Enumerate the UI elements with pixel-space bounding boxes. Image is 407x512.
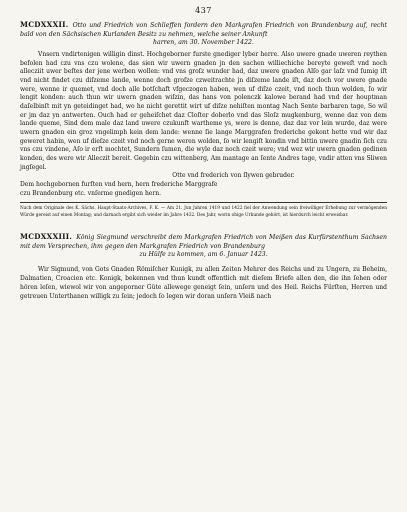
divider <box>20 202 387 203</box>
entry-heading <box>20 21 387 48</box>
entry-summary: König Siegmund verschreibt dem Markgrafen Friedrich von Meißen das Kurfürstenthum Sachsen mit dem Versprechen, ihm gegen den Markgrafen Friedrich von Brandenburg <box>20 234 387 250</box>
entry-number: MCDXXXII. <box>20 20 69 29</box>
entry-heading <box>20 233 387 260</box>
address <box>20 181 387 198</box>
charter-paragraph: Vnsern vndirtenigen willigin dinst. Hochgeborner furste gnediger lyber herre. Also uwere gnade uweren reythen befolen had czu vns czu wolene, das sien wir uwern gnaden jn den sachen williechiche bereyte geweſt vnd noch allecziit uwer beſtes der jene werben wollen: vnd vns groſz wunder had, daz uwere gnaden Alſo gar laſz vnd ſumig iſt vnd nicht findet czu diſzeme lande, wenne doch groſze czweitrachte jn diſzeme lande iſt, daz doch vor uwere gnade were, wenne ir quemet, vnd doch alle botſchaft vfgeczogen haben, wen uf diſze czeit, vnd noch thun wolden, ſo wir lengit konden: auch thun wir uwern gnaden wiſzin, das hans von polenczk kalowe berand had vnd der houptman daſelbinſt mit yn geteidinget had, wo he nicht gerettit wirt uf diſze nehiſten montag Nach Sente barbaren tage, So wil er jm daz yn antwerten. Ouch had er geheiſchet daz Cloſter doberlo vnd das Sloſz mugkenburg, wenne daz von dem lande queme, Sind dem male daz land uwere czukunft wartheme ys, were is denne, daz daz vor lein wurde, daz were uwern gnaden ein groz vngelimph kein dem lande: wenne ſie lange Marggrafen frederiche gekont hette vnd wir daz geweret habin, wen uf dieſze czeit vnd noch gerne weren wolden, ſo wir lengiſt kondin vnd bittin uwere gnadin ſich czu vns czu vindene, Aſo ir erſt mochtet, Sundern ſumen, die wyle daz noch czeit were; vnd wez wir uwern gnaden gedinen konden, des were wir Alleczit bereit. Gegebin czu wittenberg, Am mantage an ſente Andres tage, vndir atten vns Sliwen jngſegel. <box>20 51 387 171</box>
address-line-1: Dem hochgebornen furſten vnd hern, hern frederiche Marggrafe <box>20 180 218 188</box>
entry-summary: Otto und Friedrich von Schlieffen fordern den Markgrafen Friedrich von Brandenburg auf, recht bald von den Sächsischen Kurlanden Besitz zu nehmen, welche seiner Ankunft <box>20 22 387 38</box>
charter-text <box>20 265 387 301</box>
entry-number: MCDXXXIII. <box>20 232 73 242</box>
section-gap <box>20 219 387 233</box>
page-number: 437 <box>195 6 212 15</box>
signatories <box>20 172 387 181</box>
source-footnote: Nach dem Originale des K. Sächs. Haupt-Staats-Archives, F. K. — Am 21. Jun Jahren 1419 und 1422 fiel der Anwendung sein freiwilliger Erhebung zur vermögenden Würde gereist auf einen Montag; und darnach ergibt sich wieder im Jahre 1432. Des Jahr, worin obige Urkunde gehört, ist hierdurch leicht erweisbar. <box>20 206 387 218</box>
charter-entry-1433 <box>20 233 387 301</box>
entry-summary-date: harren, am 30. November 1422. <box>153 39 254 47</box>
signatory-line: Otte vnd frederich von ſlywen gebruder. <box>172 172 295 180</box>
charter-paragraph: Wir Sigmund, von Gots Gnaden Römiſcher Kunigk, zu allen Zeiten Mehrer des Reichs und zu Ungern, zu Beheim, Dalmatien, Croacien etc. Konigk, bekennen vnd thun kundt offentlich mit dieſem Briefe allen den, die ihn ſehen oder hören leſen, wiewol wir von angeporner Güte allewege geneigt ſein, unſern und des Heil. Reichs Fürſten, Herren und getreuen Unterthanen willigk zu ſein; jedoch ſo legen wir doran unſern Vleiß nach <box>20 266 387 301</box>
entry-summary-date: zu Hülfe zu kommen, am 6. Januar 1423. <box>139 251 268 259</box>
charter-entry-1432 <box>20 21 387 219</box>
address-line-2: czu Brandenburg etc. vnſerme gnedigen hern. <box>20 189 161 197</box>
charter-text <box>20 51 387 172</box>
